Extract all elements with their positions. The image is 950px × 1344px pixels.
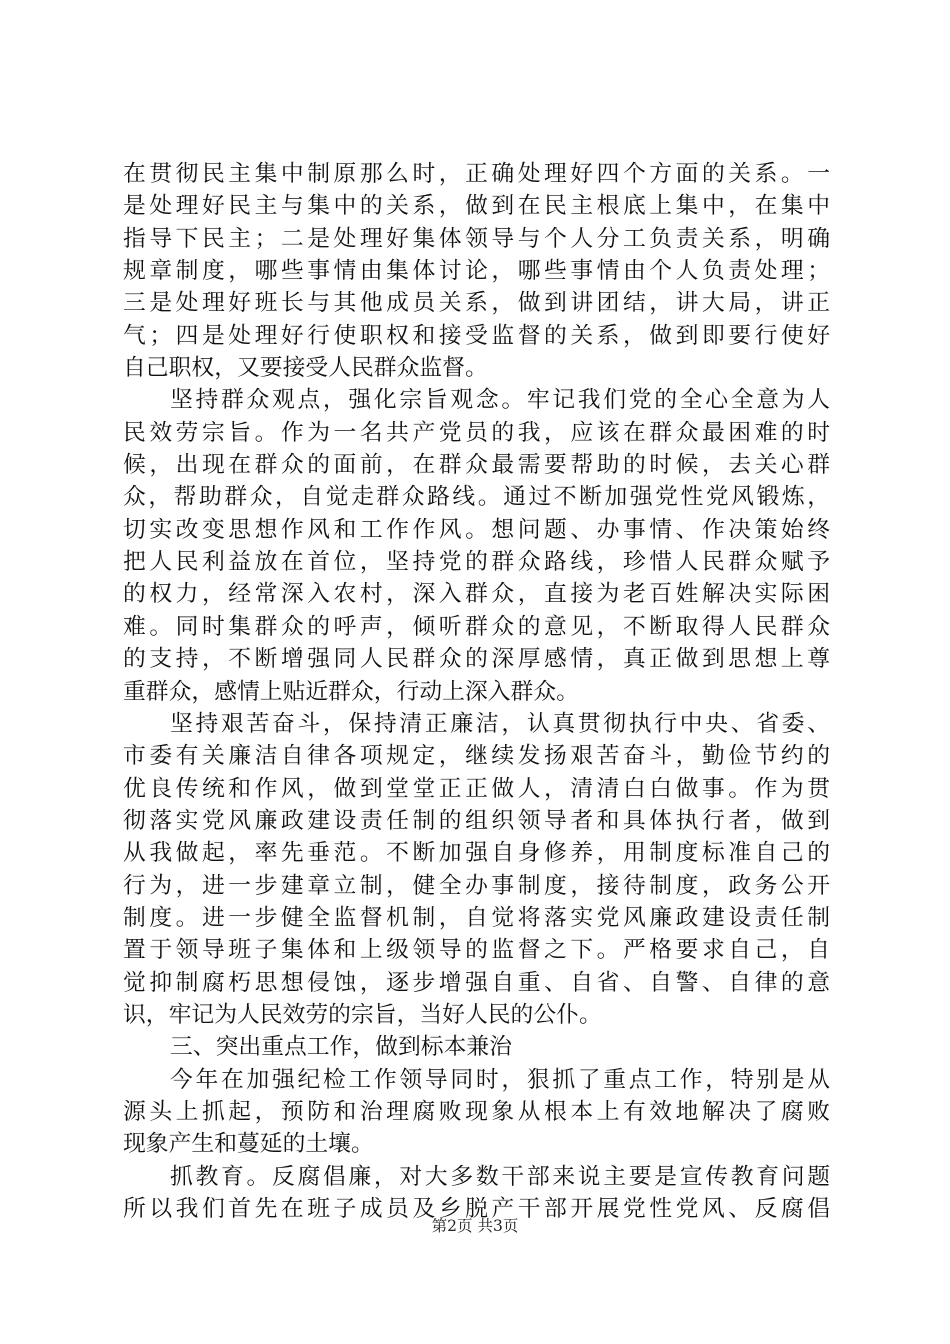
text-line: 重群众，感情上贴近群众，行动上深入群众。: [123, 678, 579, 705]
text-line: 优良传统和作风，做到堂堂正正做人，清清白白做事。作为贯: [123, 775, 830, 802]
text-line: 三是处理好班长与其他成员关系，做到讲团结，讲大局，讲正: [123, 290, 830, 317]
text-line: 是处理好民主与集中的关系，做到在民主根底上集中，在集中: [123, 193, 830, 220]
text-line: 现象产生和蔓延的土壤。: [123, 1131, 374, 1158]
text-line: 的权力，经常深入农村，深入群众，直接为老百姓解决实际困: [123, 581, 830, 608]
document-body: [123, 158, 830, 1225]
text-line: 切实改变思想作风和工作作风。想问题、办事情、作决策始终: [123, 516, 830, 543]
section-heading: 三、突出重点工作，做到标本兼治: [170, 1034, 512, 1061]
text-line: 把人民利益放在首位，坚持党的群众路线，珍惜人民群众赋予: [123, 549, 830, 576]
text-line: 自己职权，又要接受人民群众监督。: [123, 355, 488, 382]
text-line: 置于领导班子集体和上级领导的监督之下。严格要求自己，自: [123, 937, 830, 964]
page-number-footer: 第2页 共3页: [431, 1217, 519, 1235]
text-line: 规章制度，哪些事情由集体讨论，哪些事情由个人负责处理；: [123, 258, 830, 285]
text-line: 候，出现在群众的面前，在群众最需要帮助的时候，去关心群: [123, 452, 830, 479]
text-line: 指导下民主；二是处理好集体领导与个人分工负责关系，明确: [123, 225, 830, 252]
paragraph-first-line: 坚持群众观点，强化宗旨观念。牢记我们党的全心全意为人: [170, 387, 830, 414]
text-line: 的支持，不断增强同人民群众的深厚感情，真正做到思想上尊: [123, 646, 830, 673]
text-line: 从我做起，率先垂范。不断加强自身修养，用制度标准自己的: [123, 840, 830, 867]
text-line: 难。同时集群众的呼声，倾听群众的意见，不断取得人民群众: [123, 613, 830, 640]
text-line: 彻落实党风廉政建设责任制的组织领导者和具体执行者，做到: [123, 807, 830, 834]
paragraph-first-line: 今年在加强纪检工作领导同时，狠抓了重点工作，特别是从: [170, 1066, 830, 1093]
text-line: 众，帮助群众，自觉走群众路线。通过不断加强党性党风锻炼，: [123, 484, 830, 511]
text-line: 识，牢记为人民效劳的宗旨，当好人民的公仆。: [123, 1001, 602, 1028]
text-line: 行为，进一步建章立制，健全办事制度，接待制度，政务公开: [123, 872, 830, 899]
text-line: 所以我们首先在班子成员及乡脱产干部开展党性党风、反腐倡: [123, 1196, 830, 1222]
text-line: 制度。进一步健全监督机制，自觉将落实党风廉政建设责任制: [123, 904, 830, 931]
text-line: 民效劳宗旨。作为一名共产党员的我，应该在群众最困难的时: [123, 419, 830, 446]
text-line: 在贯彻民主集中制原那么时，正确处理好四个方面的关系。一: [123, 161, 830, 187]
text-line: 源头上抓起，预防和治理腐败现象从根本上有效地解决了腐败: [123, 1098, 830, 1125]
paragraph-first-line: 坚持艰苦奋斗，保持清正廉洁，认真贯彻执行中央、省委、: [170, 710, 830, 737]
text-line: 觉抑制腐朽思想侵蚀，逐步增强自重、自省、自警、自律的意: [123, 969, 830, 996]
text-line: 市委有关廉洁自律各项规定，继续发扬艰苦奋斗，勤俭节约的: [123, 743, 830, 770]
paragraph-first-line: 抓教育。反腐倡廉，对大多数干部来说主要是宣传教育问题: [170, 1163, 830, 1190]
text-line: 气；四是处理好行使职权和接受监督的关系，做到即要行使好: [123, 322, 830, 349]
